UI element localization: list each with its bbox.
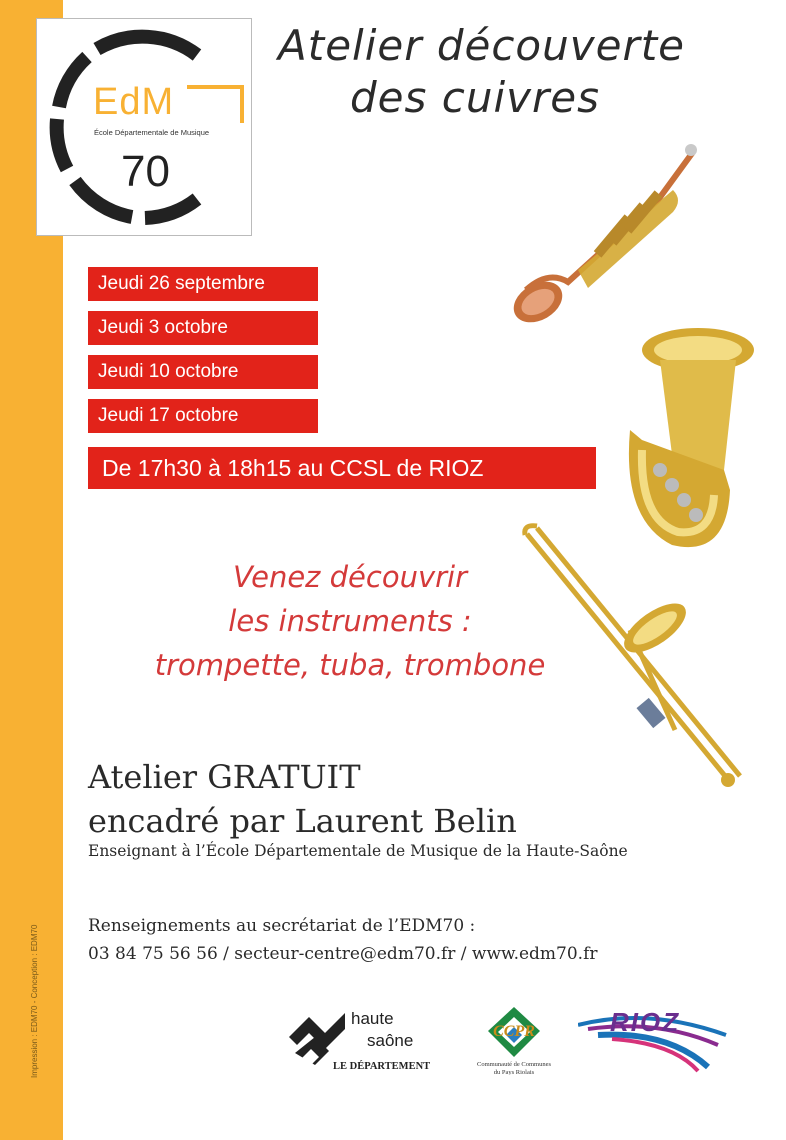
logo-subtitle: École Départementale de Musique xyxy=(94,128,210,137)
trumpet-image xyxy=(508,140,708,330)
haute-saone-emblem-icon xyxy=(285,1009,349,1069)
workshop-heading xyxy=(88,755,517,843)
instruments-invitation xyxy=(110,555,590,687)
workshop-teacher-line: encadré par Laurent Belin xyxy=(88,802,517,840)
print-credit: Impression : EDM70 - Conception : EDM70 xyxy=(30,924,39,1078)
title-line-2: des cuivres xyxy=(350,73,600,122)
contact-intro: Renseignements au secrétariat de l’EDM70 : xyxy=(88,916,476,936)
logo-brand: EdM xyxy=(93,81,175,123)
ccpr-name-line-1: Communauté de Communes xyxy=(476,1061,552,1068)
haute-saone-line-3: LE DÉPARTEMENT xyxy=(333,1061,431,1072)
workshop-free-line: Atelier GRATUIT xyxy=(88,758,361,796)
poster-title xyxy=(268,20,738,124)
rioz-name: RIOZ xyxy=(610,1007,681,1037)
time-location-banner: De 17h30 à 18h15 au CCSL de RIOZ xyxy=(88,447,596,489)
date-badge: Jeudi 17 octobre xyxy=(88,399,318,433)
title-line-1: Atelier découverte xyxy=(278,21,686,70)
edm70-logo xyxy=(36,18,252,236)
date-badge: Jeudi 26 septembre xyxy=(88,267,318,301)
teacher-role: Enseignant à l’École Départementale de Musique de la Haute-Saône xyxy=(88,842,628,860)
contact-info xyxy=(88,912,598,968)
haute-saone-line-2: saône xyxy=(367,1031,414,1050)
haute-saone-logo xyxy=(285,1005,445,1077)
ccpr-name-line-2: du Pays Riolais xyxy=(493,1069,535,1075)
invitation-line-3: trompette, tuba, trombone xyxy=(154,648,546,682)
haute-saone-line-1: haute xyxy=(351,1009,394,1028)
invitation-line-1: Venez découvrir xyxy=(232,560,468,594)
invitation-line-2: les instruments : xyxy=(228,604,472,638)
logo-number: 70 xyxy=(121,147,170,196)
date-badge: Jeudi 10 octobre xyxy=(88,355,318,389)
contact-details[interactable]: 03 84 75 56 56 / secteur-centre@edm70.fr / www.edm70.fr xyxy=(88,944,598,964)
rioz-logo xyxy=(578,1005,728,1073)
ccpr-logo xyxy=(462,1005,572,1075)
date-badge: Jeudi 3 octobre xyxy=(88,311,318,345)
ccpr-acronym: CCPR xyxy=(493,1023,535,1040)
